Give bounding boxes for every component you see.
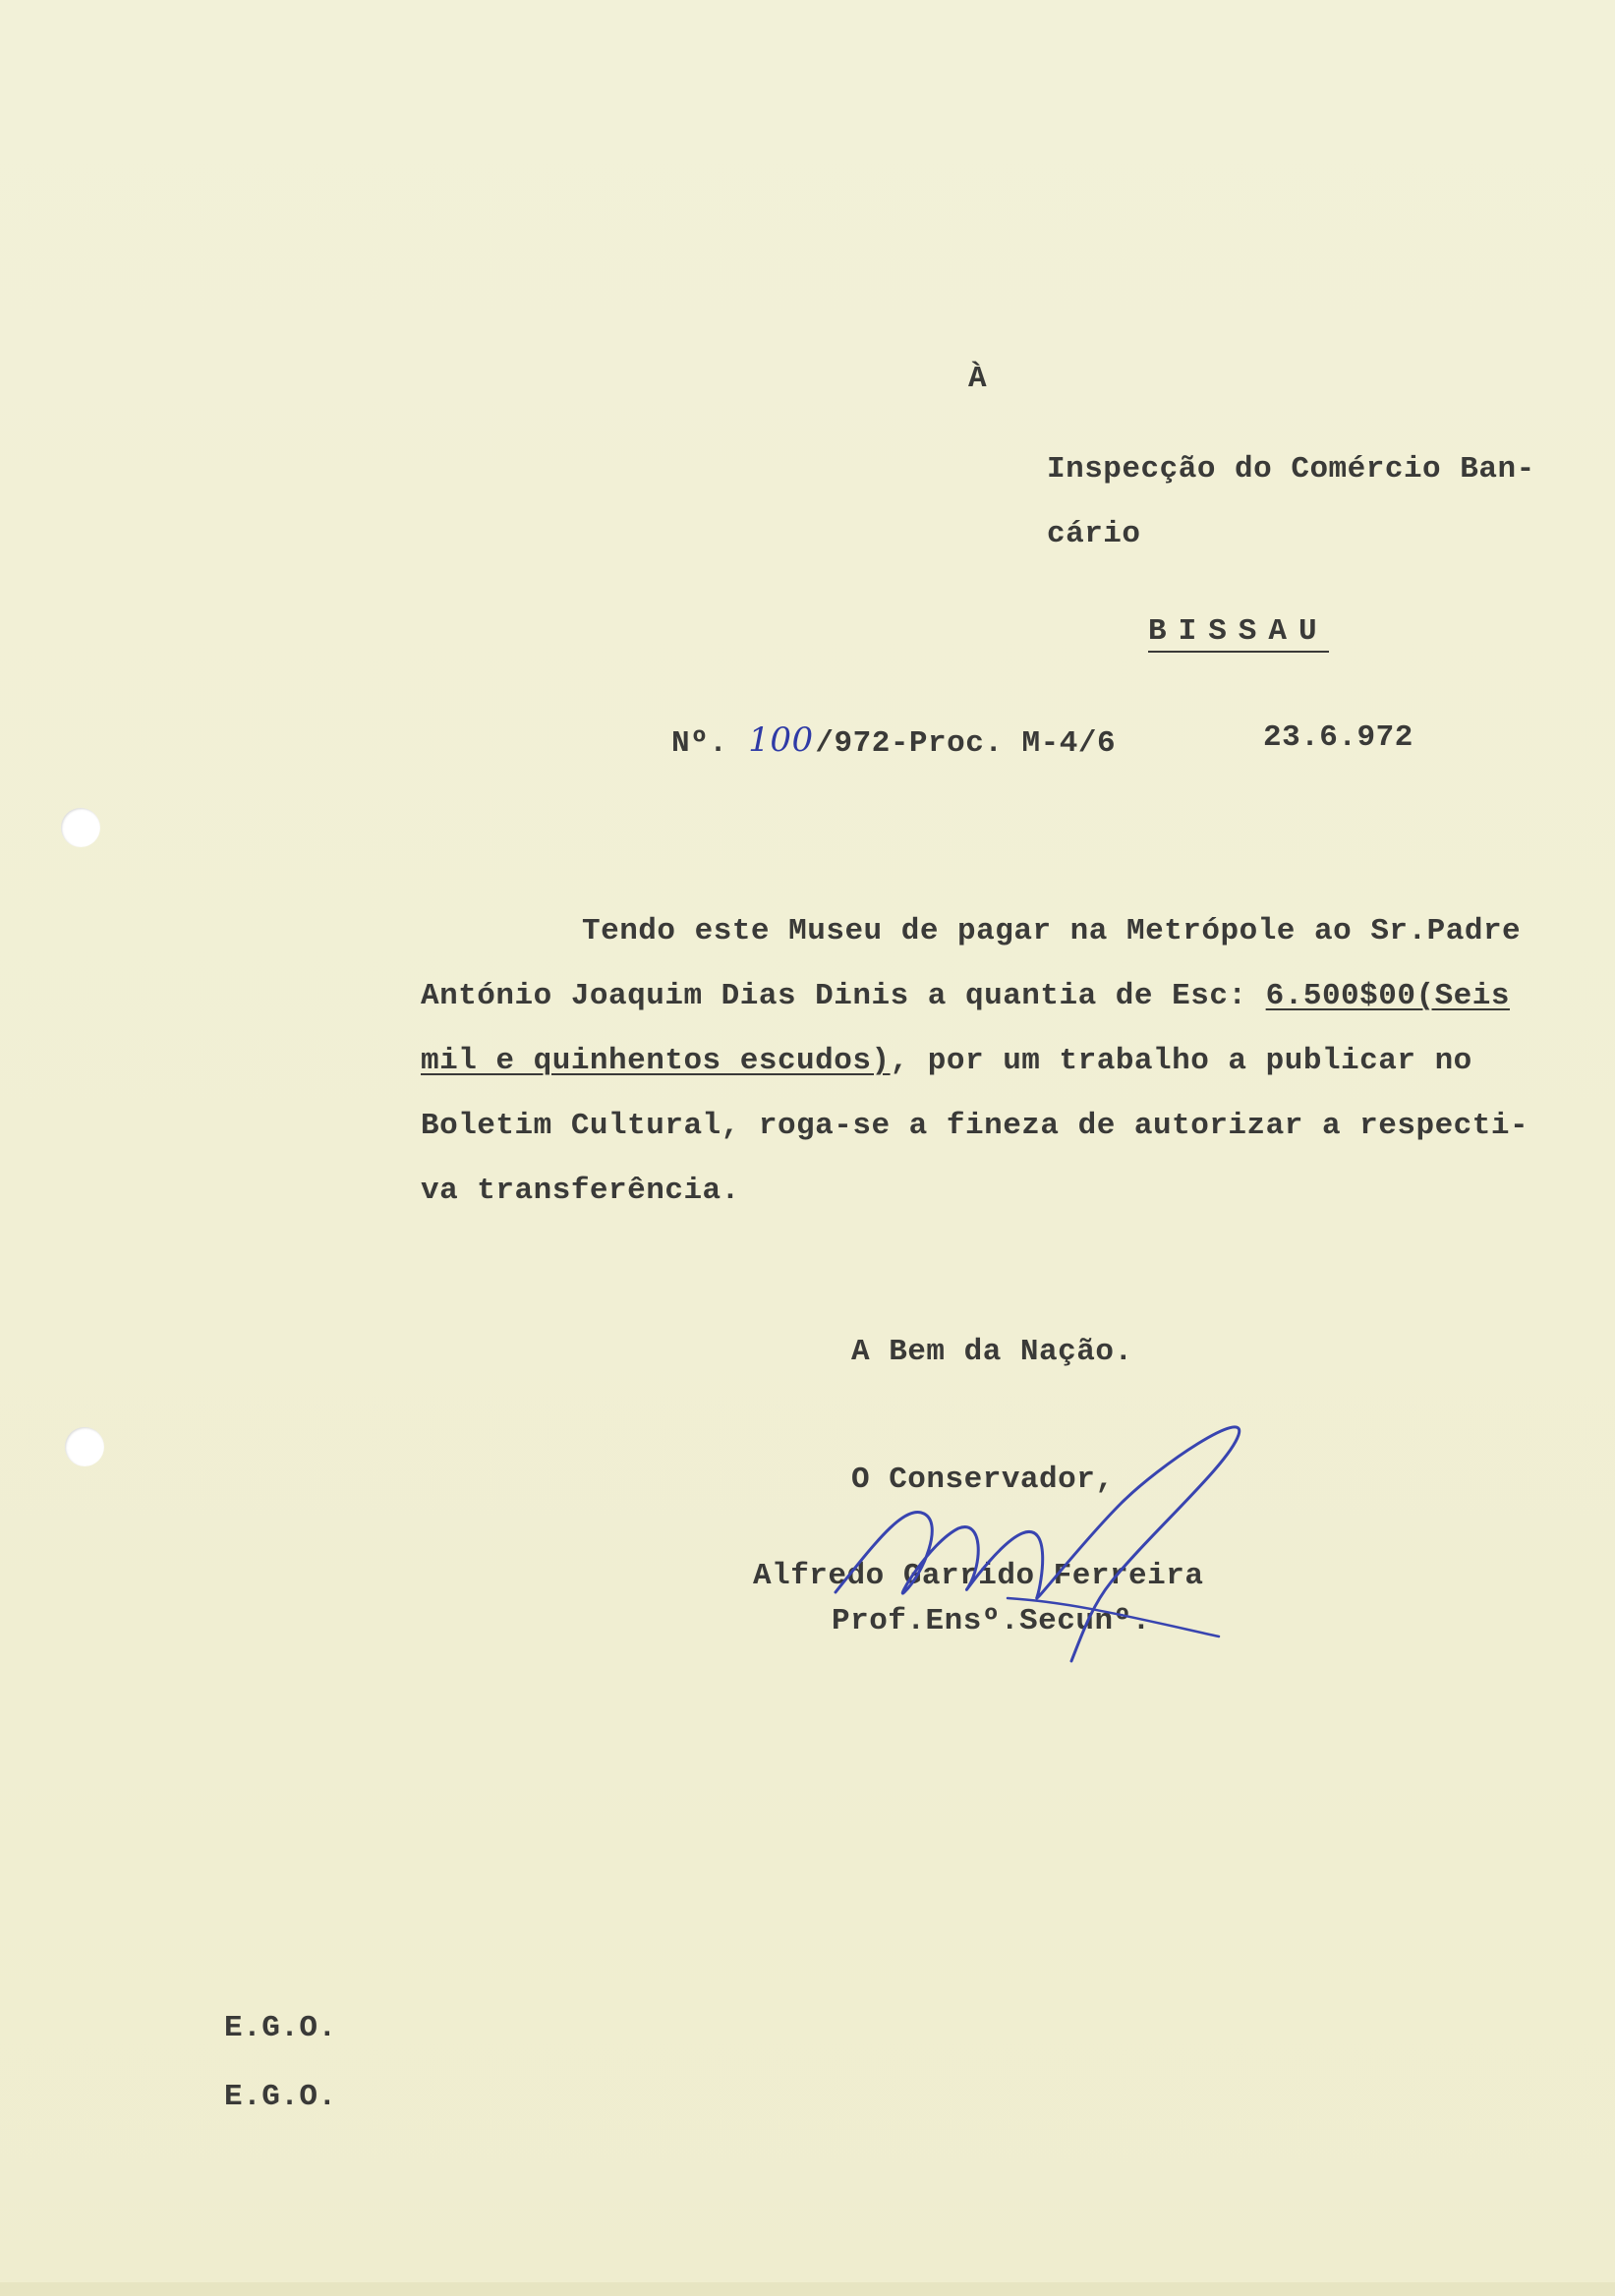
- signatory-name: Alfredo Garrido Ferreira: [753, 1559, 1204, 1593]
- handwritten-number: 100: [748, 720, 814, 760]
- body-line-2: [421, 979, 1510, 1013]
- recipient-line-2: cário: [1047, 517, 1141, 551]
- body-line-3: [421, 1044, 1472, 1078]
- recipient-line-1: Inspecção do Comércio Ban-: [1047, 452, 1535, 487]
- closing-salutation: A Bem da Nação.: [851, 1335, 1133, 1369]
- body-line-3-text: , por um trabalho a publicar no: [890, 1044, 1472, 1078]
- initials-line-1: E.G.O.: [224, 2011, 337, 2045]
- punch-hole-top: [61, 808, 100, 847]
- page-bottom-edge: [0, 2282, 1615, 2296]
- body-line-1: Tendo este Museu de pagar na Metrópole ao Sr.Padre: [582, 914, 1522, 948]
- recipient-city: BISSAU: [1148, 614, 1329, 653]
- body-line-5: va transferência.: [421, 1174, 740, 1208]
- punch-hole-bottom: [65, 1427, 104, 1466]
- reference-suffix: /972-Proc. M-4/6: [815, 726, 1117, 761]
- body-line-2-text: António Joaquim Dias Dinis a quantia de Esc:: [421, 979, 1266, 1013]
- amount-words: mil e quinhentos escudos): [421, 1044, 891, 1078]
- signatory-title: Prof.Ensº.Secunº.: [832, 1604, 1151, 1638]
- document-date: 23.6.972: [1263, 720, 1413, 755]
- body-line-4: Boletim Cultural, roga-se a fineza de autorizar a respecti-: [421, 1109, 1529, 1143]
- signatory-role: O Conservador,: [851, 1463, 1115, 1497]
- recipient-prefix: À: [968, 362, 988, 396]
- reference-number: [671, 720, 1116, 761]
- initials-line-2: E.G.O.: [224, 2080, 337, 2114]
- amount-figure: 6.500$00(Seis: [1265, 979, 1510, 1013]
- handwritten-signature: [757, 1396, 1268, 1671]
- reference-prefix: Nº.: [671, 726, 728, 761]
